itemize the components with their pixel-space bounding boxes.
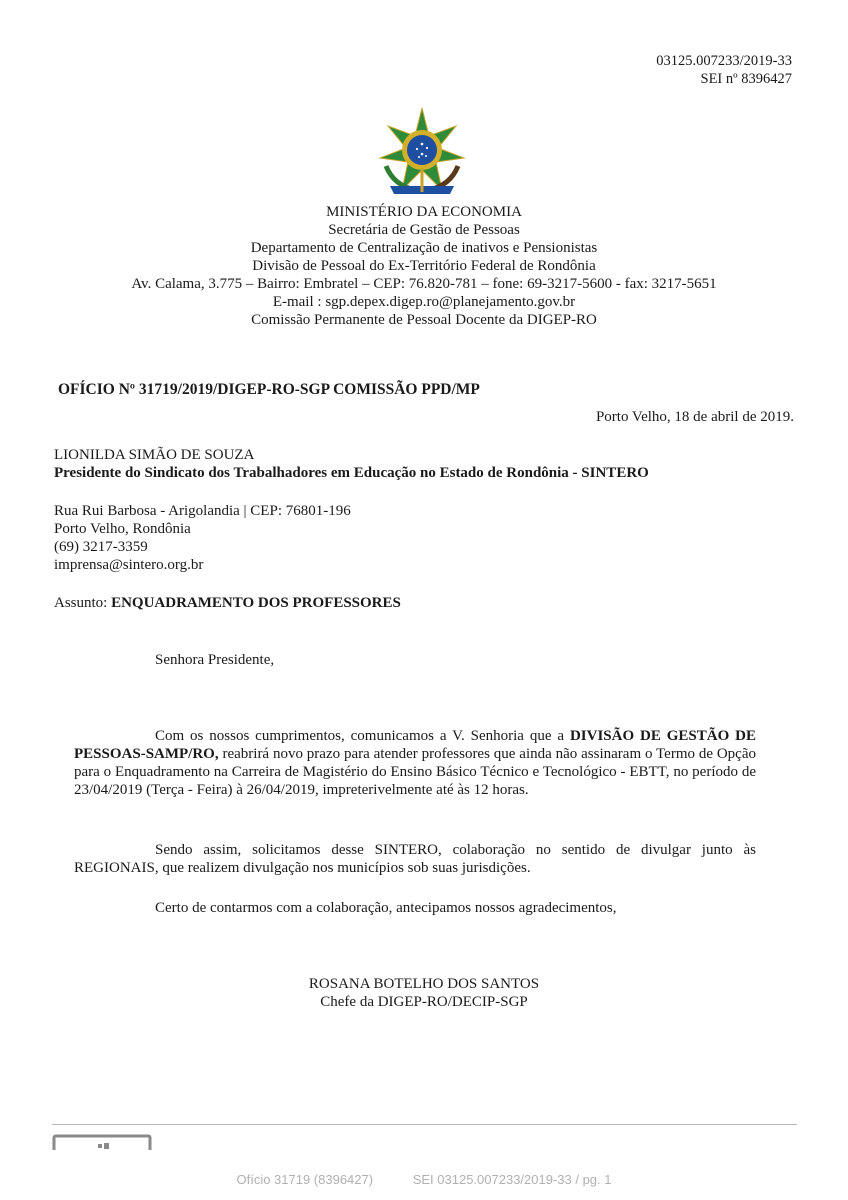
body-paragraph-1 — [74, 727, 756, 799]
address-phone: (69) 3217-3359 — [54, 539, 148, 555]
address-street: Rua Rui Barbosa - Arigolandia | CEP: 76801-196 — [54, 503, 351, 519]
p1-bold: DIVISÃO DE GESTÃO DE PESSOAS-SAMP/RO, — [74, 728, 756, 762]
subject-label: Assunto: — [54, 595, 108, 611]
signature-block — [0, 975, 848, 1011]
document-title: OFÍCIO Nº 31719/2019/DIGEP-RO-SGP COMISSÃO PPD/MP — [58, 381, 480, 398]
footer-page-info: SEI 03125.007233/2019-33 / pg. 1 — [412, 1172, 612, 1187]
recipient-address — [54, 502, 351, 574]
header-line-division: Divisão de Pessoal do Ex-Território Federal de Rondônia — [252, 258, 596, 274]
page-footer — [0, 1172, 848, 1187]
subject-line — [54, 595, 401, 612]
header-line-ministry: MINISTÉRIO DA ECONOMIA — [326, 204, 522, 220]
header-line-department: Departamento de Centralização de inativos e Pensionistas — [250, 240, 598, 256]
p1-start: Com os nossos cumprimentos, comunicamos a V. Senhoria que a — [155, 728, 565, 744]
header-line-address: Av. Calama, 3.775 – Bairro: Embratel – CEP: 76.820-781 – fone: 69-3217-5600 - fax: 3217-5651 — [131, 276, 717, 292]
greeting: Senhora Presidente, — [155, 652, 275, 668]
header-line-commission: Comissão Permanente de Pessoal Docente da DIGEP-RO — [251, 312, 597, 328]
recipient-name: LIONILDA SIMÃO DE SOUZA — [54, 447, 255, 463]
recipient-position: Presidente do Sindicato dos Trabalhadores em Educação no Estado de Rondônia - SINTERO — [54, 465, 649, 481]
signature-title: Chefe da DIGEP-RO/DECIP-SGP — [320, 994, 528, 1010]
sei-mark-icon — [52, 1134, 152, 1150]
p1-end: reabrirá novo prazo para atender professores que ainda não assinaram o Termo de Opção para o Enquadramento na Carreira de Magistério do Ensino Básico Técnico e Tecnológico - EBTT, no período de 23/04/2019 (Terça - Feira) à 26/04/2019, impreterivelmente até às 12 horas. — [74, 746, 756, 798]
recipient-block — [54, 446, 649, 482]
address-email: imprensa@sintero.org.br — [54, 557, 204, 573]
header-line-secretariat: Secretária de Gestão de Pessoas — [328, 222, 520, 238]
header-line-email: E-mail : sgp.depex.digep.ro@planejamento.gov.br — [272, 294, 576, 310]
institution-header — [0, 203, 848, 329]
closing-line: Certo de contarmos com a colaboração, antecipamos nossos agradecimentos, — [155, 900, 617, 916]
body-paragraph-2 — [74, 841, 756, 877]
process-number: 03125.007233/2019-33 — [656, 53, 792, 69]
footer-divider — [52, 1124, 797, 1125]
subject-value: ENQUADRAMENTO DOS PROFESSORES — [111, 595, 401, 611]
brazil-coat-of-arms-emblem — [376, 106, 468, 198]
sei-number: SEI nº 8396427 — [700, 71, 792, 87]
p2-text: Sendo assim, solicitamos desse SINTERO, colaboração no sentido de divulgar junto às REGIONAIS, que realizem divulgação nos municípios sob suas jurisdições. — [74, 842, 756, 876]
date-line: Porto Velho, 18 de abril de 2019. — [595, 409, 794, 425]
address-city: Porto Velho, Rondônia — [54, 521, 191, 537]
signature-name: ROSANA BOTELHO DOS SANTOS — [308, 976, 540, 992]
reference-block — [656, 52, 792, 88]
footer-document-id: Ofício 31719 (8396427) — [236, 1172, 374, 1187]
